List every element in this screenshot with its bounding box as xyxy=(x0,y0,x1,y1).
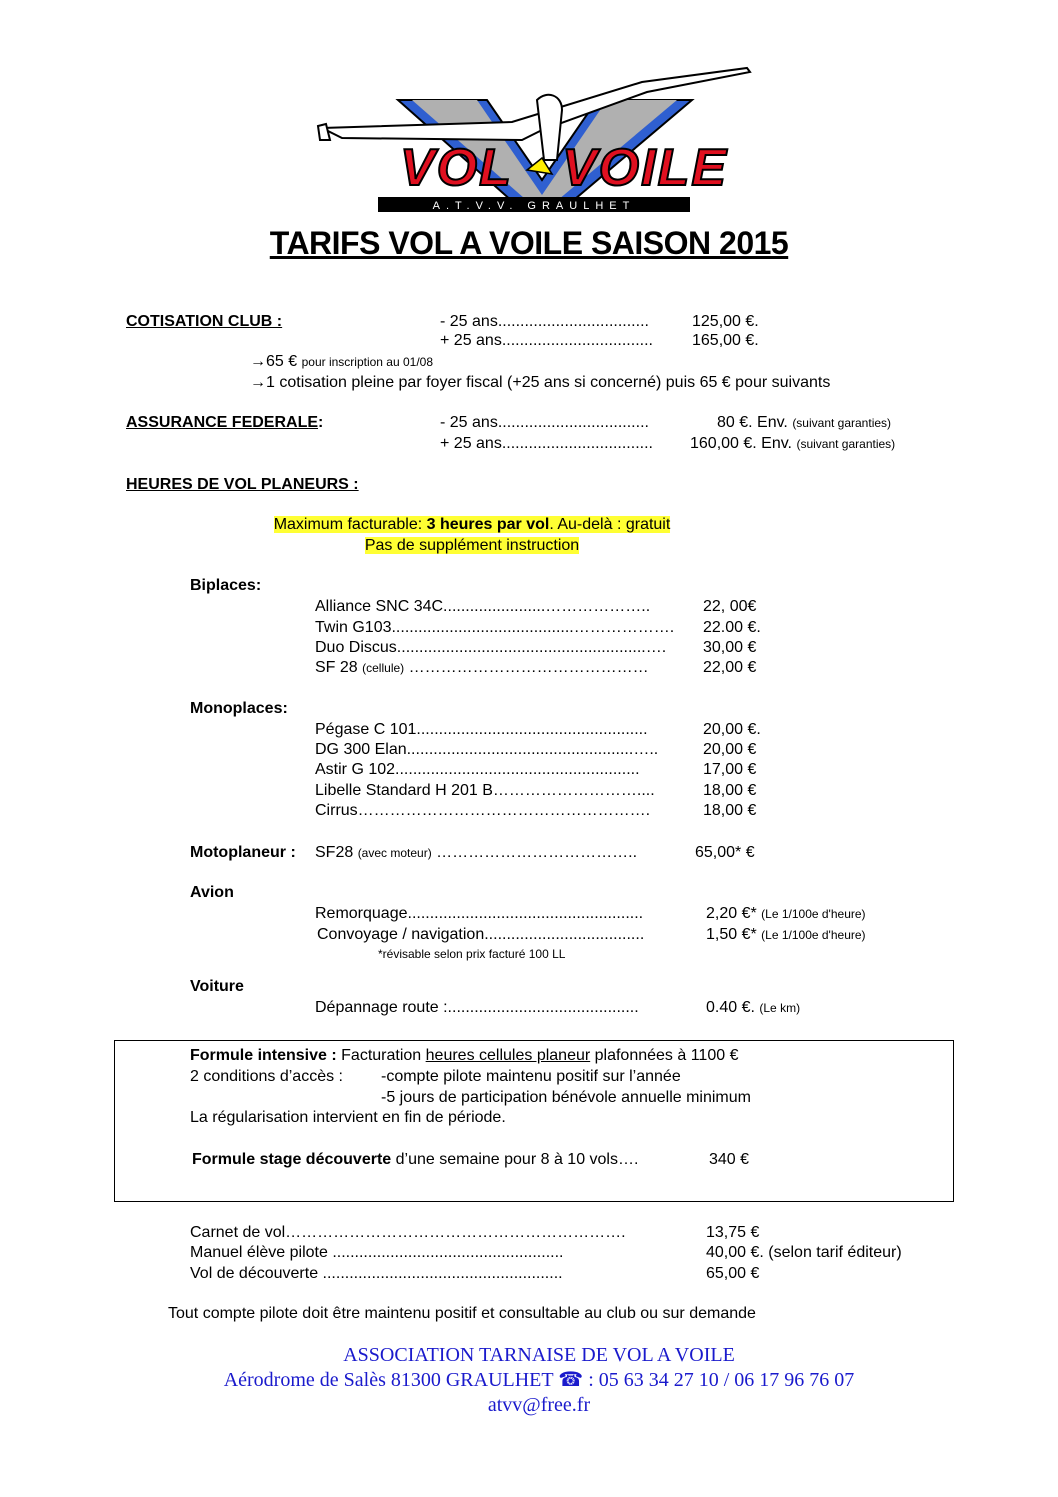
cotisation-label: COTISATION CLUB : xyxy=(126,313,283,330)
extra-row-name: Manuel élève pilote .................................................... xyxy=(190,1244,564,1261)
extra-row-name: Carnet de vol………………………………………………………. xyxy=(190,1224,626,1241)
biplace-row-price: 22, 00€ xyxy=(703,598,757,615)
assurance-age-under25: - 25 ans.................................. xyxy=(440,414,649,431)
svg-text:VOL: VOL xyxy=(400,139,513,197)
biplace-row-price: 22.00 €. xyxy=(703,619,761,636)
arrow-icon: → xyxy=(250,353,266,370)
assurance-age-over25: + 25 ans.................................. xyxy=(440,435,653,452)
monoplace-row-name: Cirrus………………………………………………. xyxy=(315,802,651,819)
avion-row-name: Remorquage..................................................... xyxy=(315,905,644,922)
avion-footnote: *révisable selon prix facturé 100 LL xyxy=(378,947,566,961)
biplace-row-price: 22,00 € xyxy=(703,659,757,676)
monoplace-row-price: 17,00 € xyxy=(703,761,757,778)
biplace-row-name: Twin G103.........................................………………. xyxy=(315,619,675,636)
assurance-price-under25: 80 €. Env. (suivant garanties) xyxy=(717,414,892,431)
formule-regularisation: La régularisation intervient en fin de période. xyxy=(190,1109,506,1126)
monoplaces-label: Monoplaces: xyxy=(190,700,288,717)
extra-row-price: 65,00 € xyxy=(706,1265,760,1282)
avion-row-price: 2,20 €* (Le 1/100e d'heure) xyxy=(706,905,866,922)
monoplace-row-name: Pégase C 101.................................................... xyxy=(315,721,648,738)
biplace-row-name: Alliance SNC 34C.......................……………….. xyxy=(315,598,651,615)
avion-label: Avion xyxy=(190,884,234,901)
monoplace-row-name: Libelle Standard H 201 B……………………….... xyxy=(315,782,655,799)
formule-stage: Formule stage découverte d’une semaine pour 8 à 10 vols…. xyxy=(192,1151,639,1168)
formule-intensive: Formule intensive : Facturation heures cellules planeur plafonnées à 1100 € xyxy=(190,1047,739,1064)
monoplace-row-price: 18,00 € xyxy=(703,782,757,799)
monoplace-row-price: 20,00 € xyxy=(703,741,757,758)
arrow-icon: → xyxy=(250,374,266,391)
avion-row-name: Convoyage / navigation.................................... xyxy=(317,926,645,943)
motoplaneur-name: SF28 (avec moteur) ……………………………….. xyxy=(315,844,638,861)
biplaces-label: Biplaces: xyxy=(190,577,262,594)
monoplace-row-name: DG 300 Elan...................................................….. xyxy=(315,741,659,758)
footer-address: Aérodrome de Salès 81300 GRAULHET ☎ : 05 63 34 27 10 / 06 17 96 76 07 xyxy=(223,1369,855,1391)
motoplaneur-price: 65,00* € xyxy=(695,844,755,861)
biplace-row-name: SF 28 (cellule) ……………………………………… xyxy=(315,659,649,676)
footer-email[interactable]: atvv@free.fr xyxy=(487,1394,591,1416)
voiture-row-price: 0.40 €. (Le km) xyxy=(706,999,801,1016)
monoplace-row-name: Astir G 102....................................................... xyxy=(315,761,640,778)
formule-stage-price: 340 € xyxy=(709,1151,750,1168)
heures-label: HEURES DE VOL PLANEURS : xyxy=(126,476,359,493)
svg-text:A.T.V.V. GRAULHET: A.T.V.V. GRAULHET xyxy=(432,200,636,212)
footer-association: ASSOCIATION TARNAISE DE VOL A VOILE xyxy=(343,1344,735,1366)
cotisation-price-over25: 165,00 €. xyxy=(692,332,759,349)
motoplaneur-label: Motoplaneur : xyxy=(190,844,296,861)
cotisation-price-under25: 125,00 €. xyxy=(692,313,759,330)
extra-row-price: 40,00 €. (selon tarif éditeur) xyxy=(706,1244,902,1261)
monoplace-row-price: 18,00 € xyxy=(703,802,757,819)
cotisation-note-1: →65 € pour inscription au 01/08 xyxy=(250,353,434,370)
avion-row-price: 1,50 €* (Le 1/100e d'heure) xyxy=(706,926,866,943)
formule-condition-2: -5 jours de participation bénévole annuelle minimum xyxy=(381,1089,751,1106)
max-billing-notice: Maximum facturable: 3 heures par vol. Au-delà : gratuit Pas de supplément instruction xyxy=(273,516,671,554)
monoplace-row-price: 20,00 €. xyxy=(703,721,761,738)
cotisation-age-under25: - 25 ans.................................. xyxy=(440,313,649,330)
cotisation-age-over25: + 25 ans.................................. xyxy=(440,332,653,349)
extra-row-name: Vol de découverte ...................................................... xyxy=(190,1265,563,1282)
biplace-row-price: 30,00 € xyxy=(703,639,757,656)
formule-conditions-label: 2 conditions d’accès : xyxy=(190,1068,343,1085)
extra-row-price: 13,75 € xyxy=(706,1224,760,1241)
svg-text:VOILE: VOILE xyxy=(562,139,729,197)
page-title: TARIFS VOL A VOILE SAISON 2015 xyxy=(269,225,789,261)
biplace-row-name: Duo Discus........................................................…. xyxy=(315,639,667,656)
cotisation-note-2: →1 cotisation pleine par foyer fiscal (+25 ans si concerné) puis 65 € pour suivants xyxy=(250,374,831,391)
phone-icon: ☎ xyxy=(558,1369,584,1391)
voiture-row-name: Dépannage route :........................................... xyxy=(315,999,639,1016)
club-logo xyxy=(312,60,752,215)
voiture-label: Voiture xyxy=(190,978,244,995)
assurance-label: ASSURANCE FEDERALE: xyxy=(126,414,324,431)
formule-condition-1: -compte pilote maintenu positif sur l’année xyxy=(381,1068,681,1085)
note-compte: Tout compte pilote doit être maintenu positif et consultable au club ou sur demande xyxy=(168,1305,756,1322)
assurance-price-over25: 160,00 €. Env. (suivant garanties) xyxy=(690,435,896,452)
